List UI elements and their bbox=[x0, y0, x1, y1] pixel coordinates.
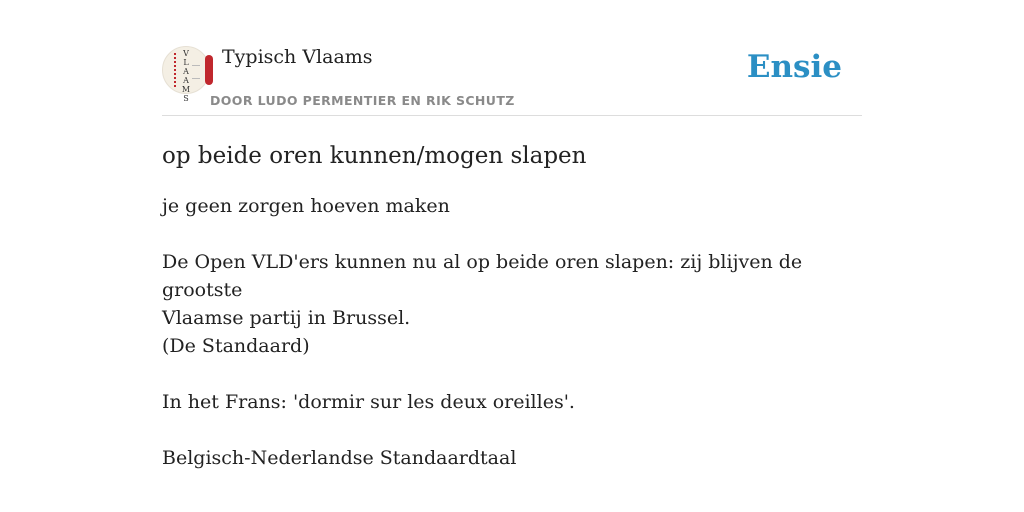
ensie-logo[interactable]: Ensie bbox=[746, 49, 842, 85]
entry-card bbox=[162, 40, 862, 472]
blog-avatar[interactable] bbox=[162, 46, 210, 103]
example-line-1: De Open VLD'ers kunnen nu al op beide oren slapen: zij blijven de grootste bbox=[162, 251, 803, 301]
avatar-red-edge bbox=[205, 55, 213, 85]
blog-title[interactable]: Typisch Vlaams bbox=[222, 46, 373, 68]
avatar-fine-print bbox=[192, 65, 200, 79]
french-note: In het Frans: 'dormir sur les deux oreilles'. bbox=[162, 391, 575, 413]
avatar-logo-icon: V L A A M S bbox=[181, 49, 191, 103]
definition: je geen zorgen hoeven maken bbox=[162, 195, 450, 217]
category: Belgisch-Nederlandse Standaardtaal bbox=[162, 447, 517, 469]
header bbox=[162, 40, 862, 116]
byline: DOOR LUDO PERMENTIER EN RIK SCHUTZ bbox=[210, 93, 515, 108]
example-line-2: Vlaamse partij in Brussel. bbox=[162, 307, 411, 329]
example-source: (De Standaard) bbox=[162, 335, 310, 357]
term-title: op beide oren kunnen/mogen slapen bbox=[162, 143, 587, 169]
entry-body bbox=[162, 192, 862, 472]
